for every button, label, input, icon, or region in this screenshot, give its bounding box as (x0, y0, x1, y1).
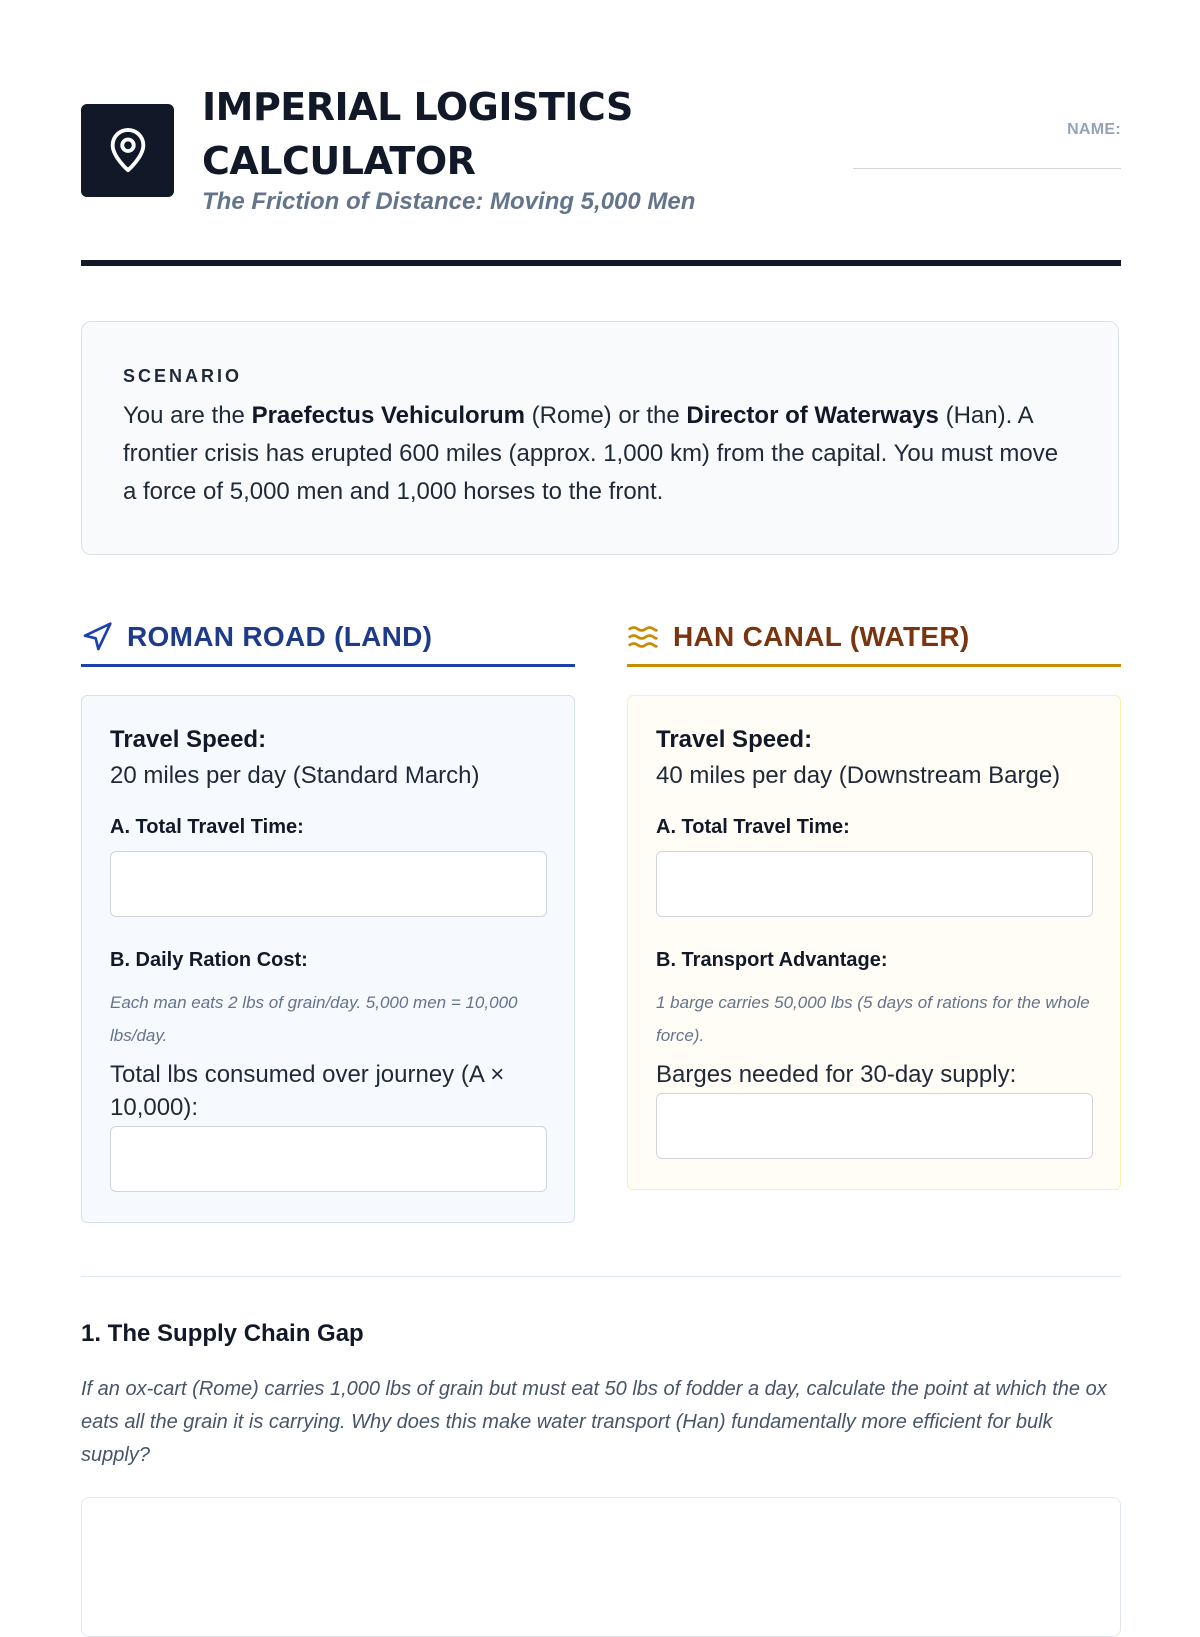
ration-total-question: Total lbs consumed over journey (A × 10,000): (110, 1061, 505, 1121)
ration-cost-hint: Each man eats 2 lbs of grain/day. 5,000 men = 10,000 lbs/day. (110, 993, 518, 1045)
page-title: IMPERIAL LOGISTICS CALCULATOR (202, 85, 633, 183)
transport-advantage-hint: 1 barge carries 50,000 lbs (5 days of rations for the whole force). (656, 993, 1090, 1045)
transport-advantage-label: B. Transport Advantage: (656, 949, 888, 971)
scenario-label: SCENARIO (123, 366, 243, 386)
han-canal-heading-label: HAN CANAL (WATER) (673, 621, 970, 652)
speed-label: Travel Speed: (656, 726, 813, 753)
name-label: NAME: (1067, 121, 1121, 138)
map-pin-icon (105, 126, 151, 176)
speed-value: 20 miles per day (Standard March) (110, 762, 480, 789)
scenario-text-part: (Han). A frontier crisis has erupted 600 miles (approx. 1,000 km) from the capital. You must move a force of 5,000 men and 1,000 horses to the front. (123, 402, 1059, 505)
roman-road-card (81, 695, 575, 1223)
name-field[interactable] (853, 168, 1121, 169)
han-canal-card (627, 695, 1121, 1190)
section-1-title: 1. The Supply Chain Gap (81, 1320, 364, 1347)
scenario-text-part: (Rome) or the (525, 402, 687, 429)
han-canal-column (627, 610, 1121, 1190)
role-rome: Praefectus Vehiculorum (251, 402, 525, 429)
scenario-text-part: You are the (123, 402, 252, 429)
travel-time-label: A. Total Travel Time: (110, 816, 304, 838)
section-1-answer-box[interactable] (81, 1497, 1121, 1637)
speed-label: Travel Speed: (110, 726, 267, 753)
navigation-arrow-icon (81, 621, 113, 653)
section-1-prompt: If an ox-cart (Rome) carries 1,000 lbs of grain but must eat 50 lbs of fodder a day, calculate the point at which the ox eats all the grain it is carrying. Why does this make water transport (Han) fundamentally more efficient for bulk supply? (81, 1378, 1107, 1466)
header-divider (81, 260, 1121, 266)
travel-time-input[interactable] (656, 851, 1093, 917)
scenario-text (123, 397, 1078, 511)
travel-time-input[interactable] (110, 851, 547, 917)
travel-time-label: A. Total Travel Time: (656, 816, 850, 838)
logo (81, 104, 174, 197)
worksheet (81, 0, 1121, 1466)
barges-needed-input[interactable] (656, 1093, 1093, 1159)
ration-cost-label: B. Daily Ration Cost: (110, 949, 308, 971)
roman-road-heading (81, 610, 575, 667)
header (81, 0, 1121, 268)
ration-total-input[interactable] (110, 1126, 547, 1192)
speed-value: 40 miles per day (Downstream Barge) (656, 762, 1061, 789)
waves-icon (627, 621, 659, 653)
barges-needed-question: Barges needed for 30-day supply: (656, 1061, 1017, 1088)
han-canal-heading (627, 610, 1121, 667)
scenario-box (81, 321, 1119, 555)
section-divider (81, 1276, 1121, 1277)
page-subtitle: The Friction of Distance: Moving 5,000 Men (202, 188, 696, 215)
role-han: Director of Waterways (686, 402, 939, 429)
roman-road-heading-label: ROMAN ROAD (LAND) (127, 621, 433, 652)
roman-road-column (81, 610, 575, 1223)
